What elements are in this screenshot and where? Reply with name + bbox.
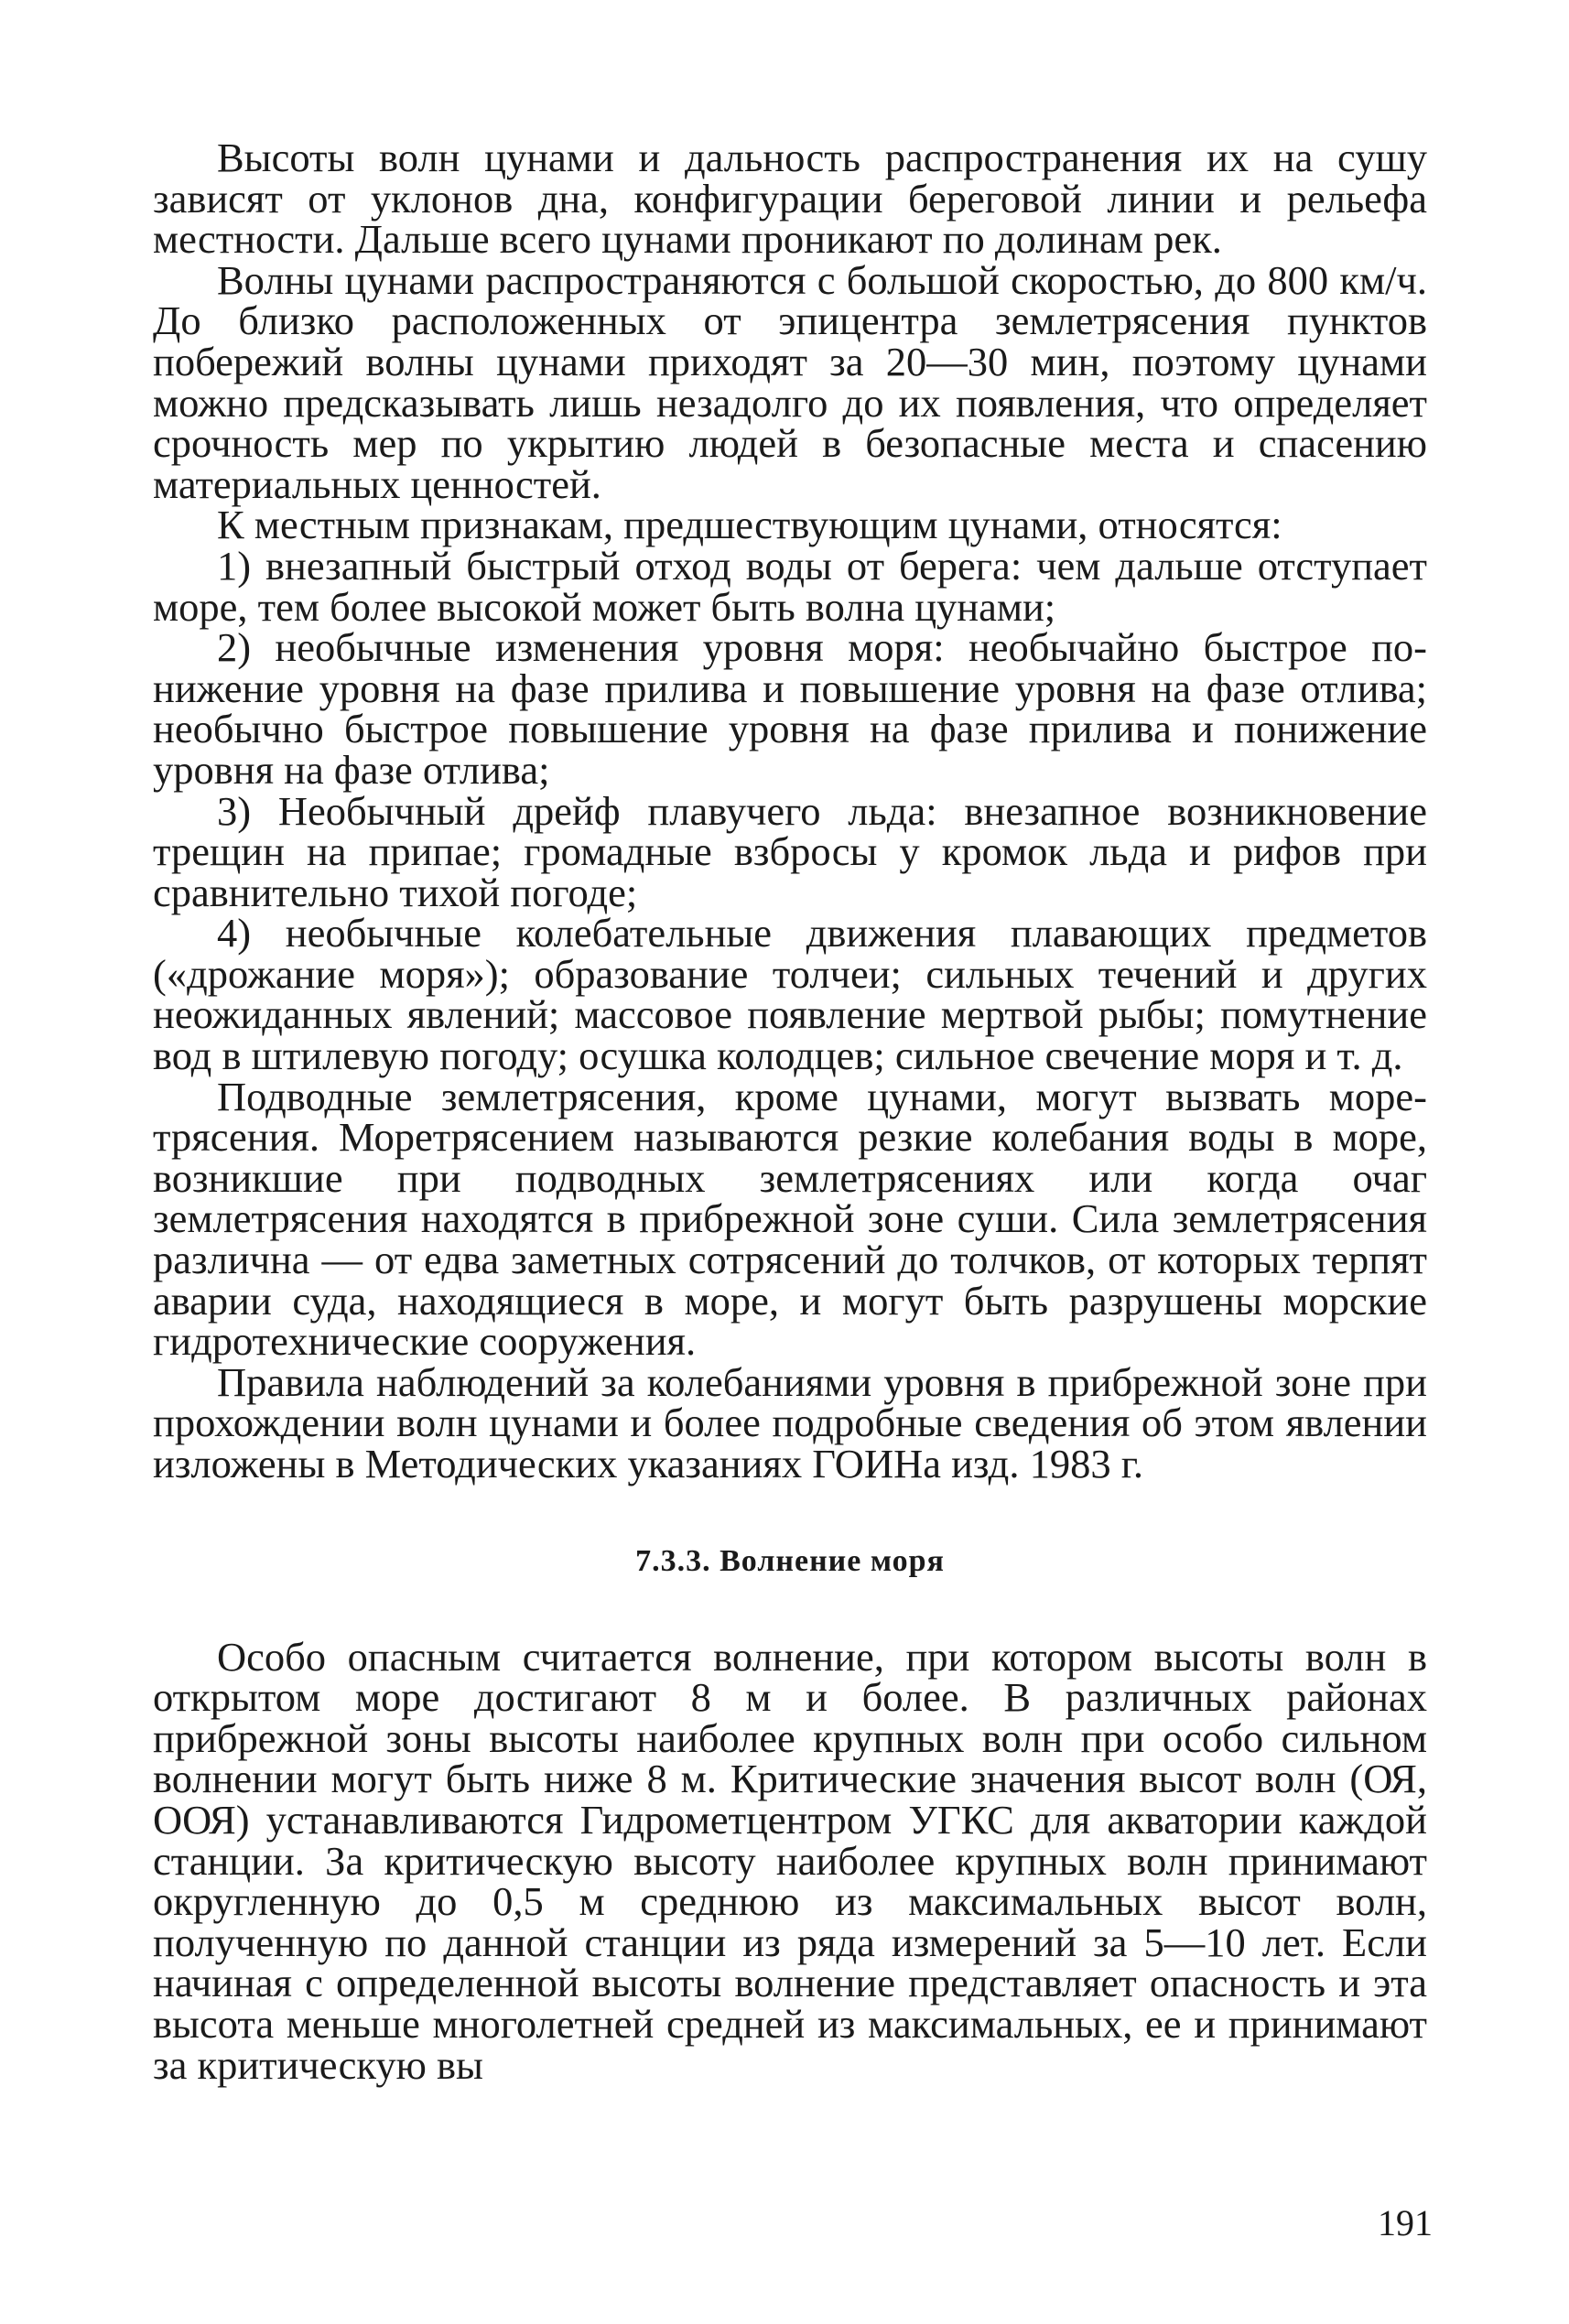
page-number: 191 [1378, 2202, 1433, 2243]
section-heading: 7.3.3. Волнение моря [635, 1543, 945, 1578]
list-item-sign-1: 1) внезапный быстрый отход воды от берега: чем дальше отступает море, тем более высокой может быть волна цунами; [153, 542, 1427, 630]
list-item-sign-3: 3) Необычный дрейф плавучего льда: внезапное возникновение трещин на припае; громадные взбросы у кромок льда и рифов при сравнительно тихой погоде; [153, 787, 1427, 915]
paragraph-sea-waves: Особо опасным считается волнение, при котором высоты волн в открытом море достигают 8 м и более. В различных районах прибрежной зоны высоты наиболее крупных волн при особо сильном волнении могут быть ниже 8 м. Критические значения высот волн (ОЯ, ООЯ) устанавливаются Гидрометцентром УГКС для акватории каждой станции. За критическую высоту наиболее крупных волн принимают округленную до 0,5 м среднюю из максимальных высот волн, полученную по данной станции из ряда измерений за 5—10 лет. Если начиная с определенной высоты волнение представляет опасность и эта высота меньше многолетней средней из максимальных, ее и принимают за критическую вы [153, 1633, 1427, 2088]
list-item-sign-4: 4) необычные колебательные движения плавающих предметов («дрожание моря»); образование толчеи; сильных течений и других неожиданных явлений; массовое появление мертвой рыбы; помутнение вод в штилевую погоду; осушка колодцев; сильное свечение моря и т. д. [153, 910, 1427, 1079]
paragraph-wave-speed: Волны цунами распространяются с большой скоростью, до 800 км/ч. До близко расположенных от эпицентра землетрясения пунктов побережий волны цунами приходят за 20—30 мин, поэтому цунами можно предсказывать лишь незадолго до их появления, что определяет срочность мер по укрытию людей в безопасные места и спасению материальных ценностей. [153, 256, 1427, 507]
paragraph-local-signs-intro: К местным признакам, предшествующим цунами, относятся: [217, 502, 1282, 548]
page-body [153, 135, 1427, 2088]
paragraph-wave-heights: Высоты волн цунами и дальность распространения их на сушу зависят от уклонов дна, конфигурации береговой линии и рельефа местности. Дальше всего цунами проникают по долинам рек. [153, 135, 1427, 263]
paragraph-seaquakes: Подводные землетрясения, кроме цунами, могут вызвать моретрясения. Моретрясением называются резкие колебания воды в море, возникшие при подводных землетрясениях или когда очаг землетрясения находятся в прибрежной зоне суши. Сила землетрясения различна — от едва заметных сотрясений до толчков, от которых терпят аварии суда, находящиеся в море, и могут быть разрушены морские гидротехнические сооружения. [153, 1073, 1427, 1365]
list-item-sign-2: 2) необычные изменения уровня моря: необычайно быстрое понижение уровня на фазе прилива и повышение уровня на фазе отлива; необычно быстрое повышение уровня на фазе прилива и понижение уровня на фазе отлива; [153, 624, 1427, 793]
paragraph-observation-rules: Правила наблюдений за колебаниями уровня в прибрежной зоне при прохождении волн цунами и более подробные сведения об этом явлении изложены в Методических указаниях ГОИНа изд. 1983 г. [153, 1358, 1427, 1486]
